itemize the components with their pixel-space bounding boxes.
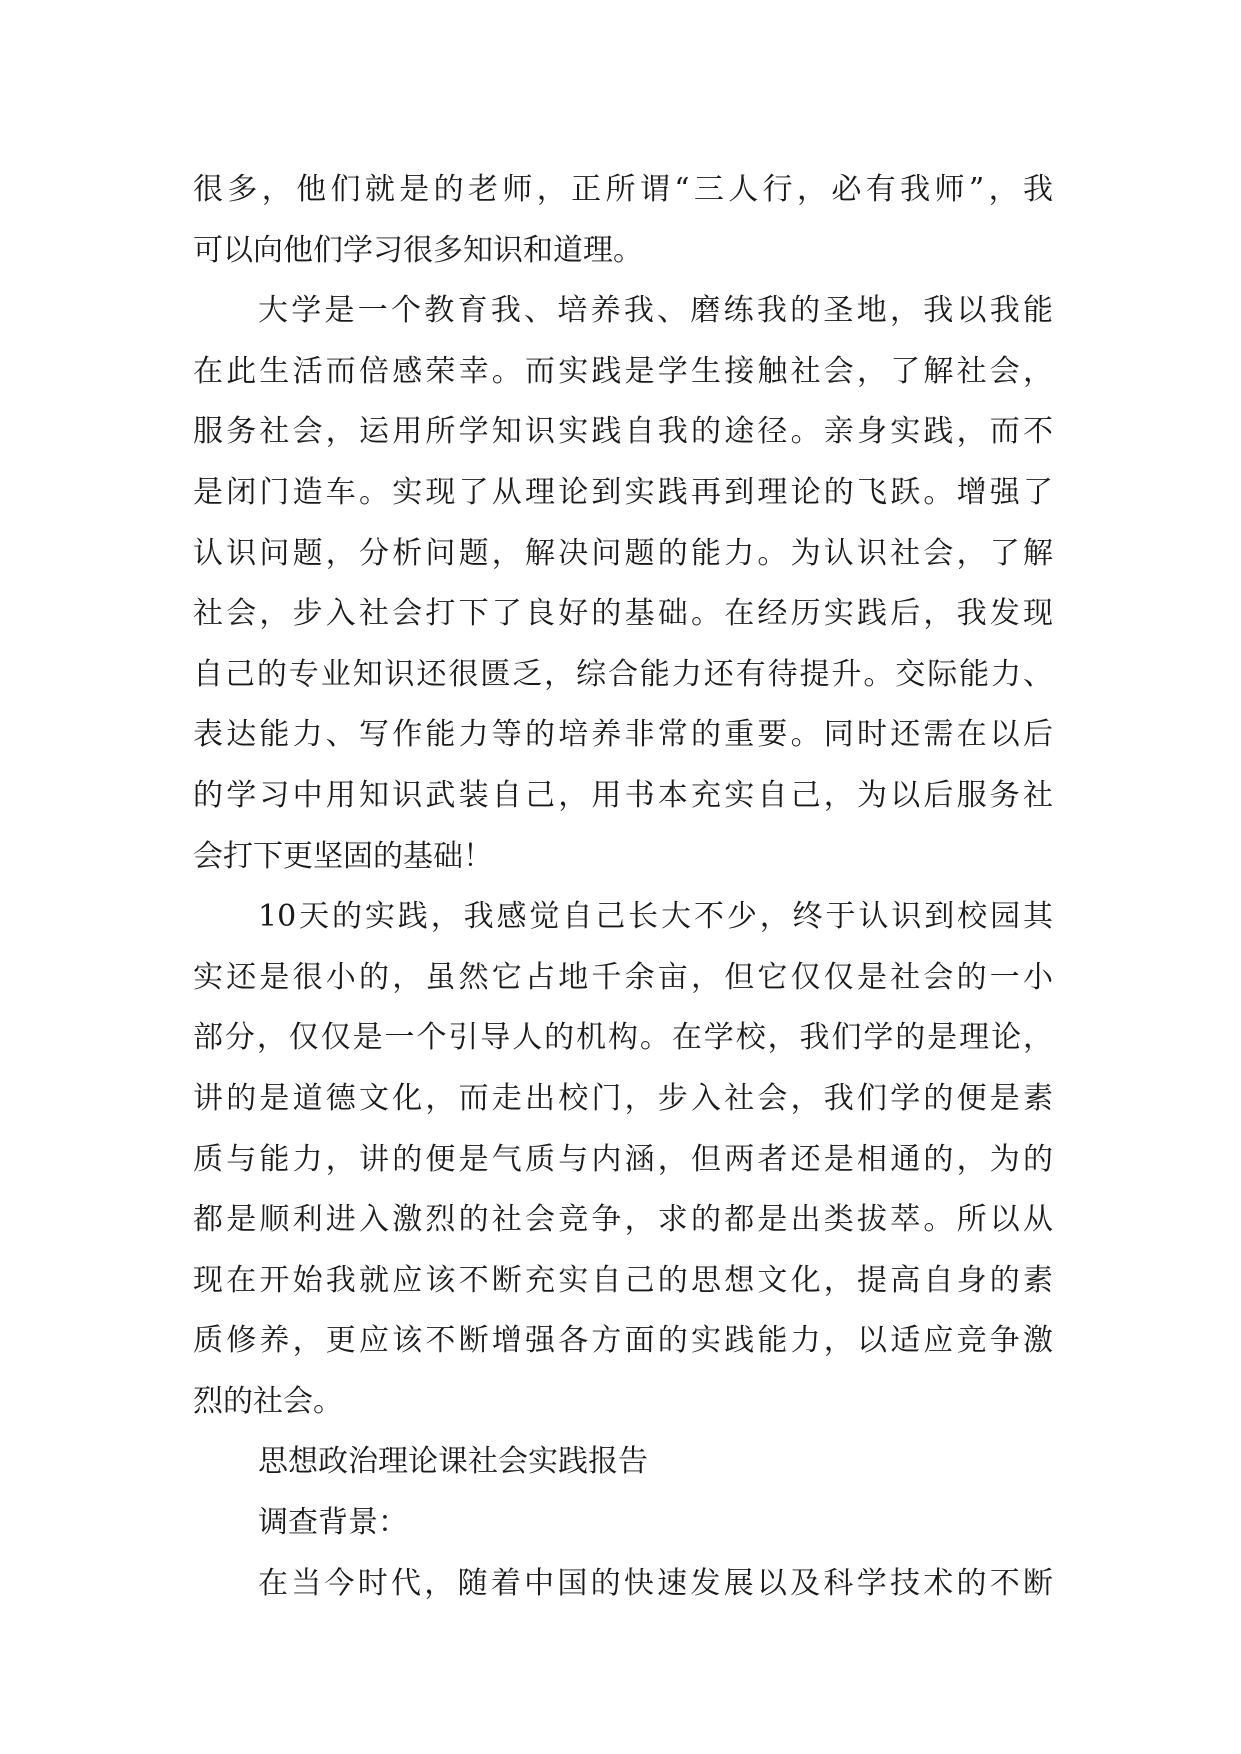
text-line: 讲的是道德文化，而走出校门，步入社会，我们学的便是素 xyxy=(193,1080,1053,1116)
text-line: 很多，他们就是的老师，正所谓“三人行，必有我师”，我 xyxy=(193,172,1053,207)
text-line: 认识问题，分析问题，解决问题的能力。为认识社会，了解 xyxy=(193,535,1053,571)
text-line: 在此生活而倍感荣幸。而实践是学生接触社会，了解社会， xyxy=(193,353,1053,389)
section-heading: 思想政治理论课社会实践报告 xyxy=(258,1444,648,1480)
text-line: 的学习中用知识武装自己，用书本充实自己，为以后服务社 xyxy=(193,777,1053,813)
subsection-heading: 调查背景： xyxy=(258,1505,408,1541)
text-line: 可以向他们学习很多知识和道理。 xyxy=(193,232,643,268)
text-line: 10天的实践，我感觉自己长大不少，终于认识到校园其 xyxy=(258,899,1053,935)
text-line: 现在开始我就应该不断充实自己的思想文化，提高自身的素 xyxy=(193,1262,1053,1298)
text-line: 烈的社会。 xyxy=(193,1383,343,1419)
body-text xyxy=(193,160,1053,1614)
text-line: 质与能力，讲的便是气质与内涵，但两者还是相通的，为的 xyxy=(193,1141,1053,1177)
text-line: 部分，仅仅是一个引导人的机构。在学校，我们学的是理论， xyxy=(193,1020,1053,1056)
text-line: 质修养，更应该不断增强各方面的实践能力，以适应竞争激 xyxy=(193,1323,1053,1359)
text-line: 社会，步入社会打下了良好的基础。在经历实践后，我发现 xyxy=(193,596,1053,632)
text-line: 自己的专业知识还很匮乏，综合能力还有待提升。交际能力、 xyxy=(193,656,1053,692)
text-line: 大学是一个教育我、培养我、磨练我的圣地，我以我能 xyxy=(258,293,1053,329)
text-line: 都是顺利进入激烈的社会竞争，求的都是出类拔萃。所以从 xyxy=(193,1202,1053,1238)
text-line: 服务社会，运用所学知识实践自我的途径。亲身实践，而不 xyxy=(193,414,1053,450)
text-line: 实还是很小的，虽然它占地千余亩，但它仅仅是社会的一小 xyxy=(193,959,1053,995)
text-line: 在当今时代，随着中国的快速发展以及科学技术的不断 xyxy=(258,1565,1053,1601)
text-line: 表达能力、写作能力等的培养非常的重要。同时还需在以后 xyxy=(193,717,1053,753)
text-line: 是闭门造车。实现了从理论到实践再到理论的飞跃。增强了 xyxy=(193,474,1053,510)
text-line: 会打下更坚固的基础！ xyxy=(193,838,493,874)
